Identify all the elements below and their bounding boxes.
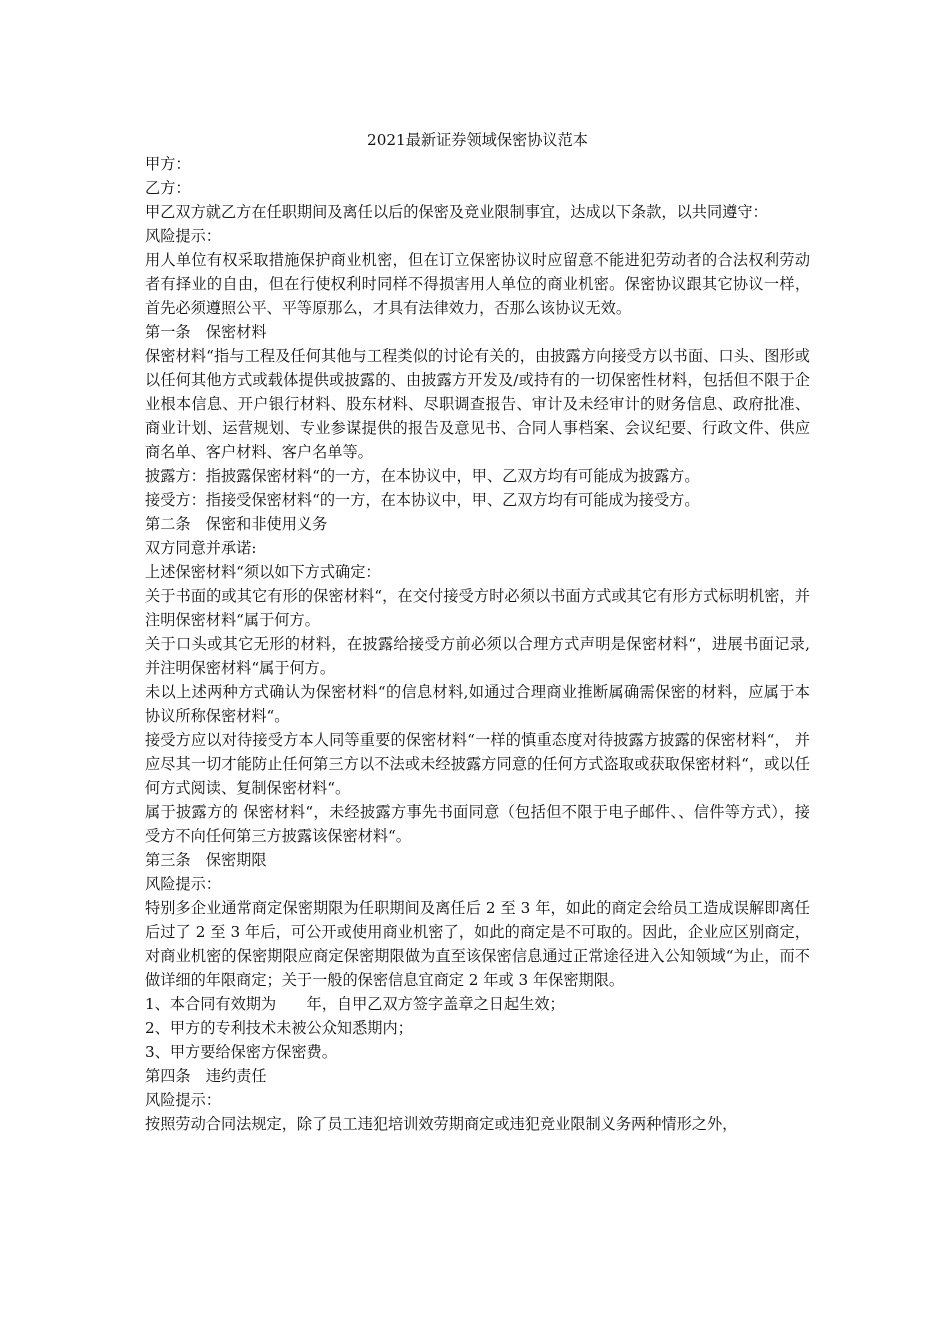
article-1-heading: 第一条 保密材料 bbox=[145, 323, 267, 341]
risk-note-text-3: 按照劳动合同法规定，除了员工违犯培训效劳期商定或违犯竞业限制义务两种情形之外， bbox=[145, 1115, 738, 1133]
paragraph-definition: 保密材料“指与工程及任何其他与工程类似的讨论有关的，由披露方向接受方以书面、口头、图形或以任何其他方式或载体提供或披露的、由披露方开发及/或持有的一切保密性材料，包括但不限于企业根本信息、开户银行材料、股东材料、尽职调查报告、审计及未经审计的财务信息、政府批准、商业计划、运营规划、专业参谋提供的报告及意见书、合同人事档案、会议纪要、行政文件、供应商名单、客户材料、客户名单等。 bbox=[145, 347, 810, 461]
paragraph-agree: 双方同意并承诺: bbox=[145, 539, 257, 557]
paragraph-party-a: 甲方： bbox=[145, 155, 191, 173]
article-4-heading: 第四条 违约责任 bbox=[145, 1067, 267, 1085]
paragraph-no-disclosure: 属于披露方的 保密材料“，未经披露方事先书面同意（包括但不限于电子邮件、、信件等方式），接受方不向任何第三方披露该保密材料“。 bbox=[145, 803, 810, 845]
paragraph-unconfirmed: 未以上述两种方式确认为保密材料“的信息材料,如通过合理商业推断属确需保密的材料，应属于本协议所称保密材料“。 bbox=[145, 683, 810, 725]
risk-note-heading-3: 风险提示： bbox=[145, 1091, 221, 1109]
list-item-3: 3、甲方要给保密方保密费。 bbox=[145, 1043, 337, 1061]
paragraph-recipient: 接受方：指接受保密材料“的一方，在本协议中，甲、乙双方均有可能成为接受方。 bbox=[145, 491, 700, 509]
document-body bbox=[145, 128, 810, 1136]
paragraph-intro: 甲乙双方就乙方在任职期间及离任以后的保密及竞业限制事宜，达成以下条款，以共同遵守： bbox=[145, 203, 768, 221]
article-3-heading: 第三条 保密期限 bbox=[145, 851, 267, 869]
paragraph-party-b: 乙方： bbox=[145, 179, 191, 197]
risk-note-heading: 风险提示： bbox=[145, 227, 221, 245]
paragraph-oral: 关于口头或其它无形的材料，在披露给接受方前必须以合理方式声明是保密材料“，进展书面记录, 并注明保密材料“属于何方。 bbox=[145, 635, 810, 677]
paragraph-discloser: 披露方：指披露保密材料“的一方，在本协议中，甲、乙双方均有可能成为披露方。 bbox=[145, 467, 700, 485]
risk-note-text: 用人单位有权采取措施保护商业机密，但在订立保密协议时应留意不能进犯劳动者的合法权利劳动者有择业的自由，但在行使权利时同样不得损害用人单位的商业机密。保密协议跟其它协议一样，首先必须遵照公平、平等原那么，才具有法律效力，否那么该协议无效。 bbox=[145, 251, 810, 317]
paragraph-determine: 上述保密材料“须以如下方式确定： bbox=[145, 563, 381, 581]
document-title: 2021最新证券领域保密协议范本 bbox=[367, 131, 588, 149]
paragraph-care: 接受方应以对待接受方本人同等重要的保密材料“一样的慎重态度对待披露方披露的保密材料“， 并应尽其一切才能防止任何第三方以不法或未经披露方同意的任何方式盗取或获取保密材料“，或以任何方式阅读、复制保密材料“。 bbox=[145, 731, 810, 797]
risk-note-text-2: 特别多企业通常商定保密期限为任职期间及离任后 2 至 3 年，如此的商定会给员工造成误解即离任后过了 2 至 3 年后，可公开或使用商业机密了，如此的商定是不可取的。因此，企业应区别商定，对商业机密的保密期限应商定保密期限做为直至该保密信息通过正常途径进入公知领域“为止，而不做详细的年限商定；关于一般的保密信息宜商定 2 年或 3 年保密期限。 bbox=[145, 899, 810, 989]
risk-note-heading-2: 风险提示： bbox=[145, 875, 221, 893]
list-item-2: 2、甲方的专利技术未被公众知悉期内； bbox=[145, 1019, 413, 1037]
list-item-1: 1、本合同有效期为 年，自甲乙双方签字盖章之日起生效； bbox=[145, 995, 565, 1013]
paragraph-written: 关于书面的或其它有形的保密材料“，在交付接受方时必须以书面方式或其它有形方式标明机密，并注明保密材料“属于何方。 bbox=[145, 587, 810, 629]
article-2-heading: 第二条 保密和非使用义务 bbox=[145, 515, 328, 533]
